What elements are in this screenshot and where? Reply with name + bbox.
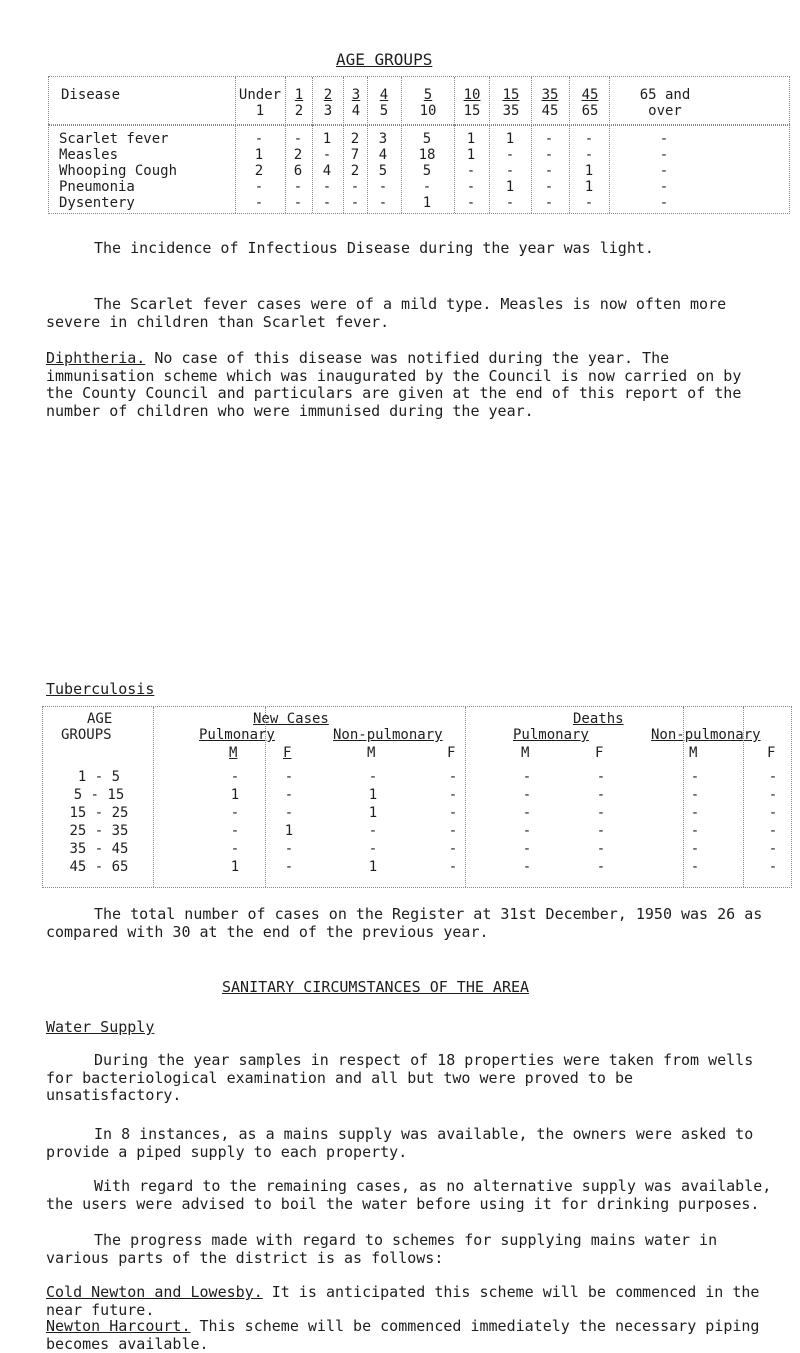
column-divider — [489, 125, 490, 213]
tb-cell: - — [690, 805, 700, 821]
age-range-to: 1 — [255, 103, 265, 119]
age-column-header — [285, 77, 312, 125]
column-divider — [343, 125, 344, 213]
age-range: 45 - 65 — [69, 859, 129, 875]
age-group-cell: - — [505, 195, 515, 211]
tb-cell: - — [768, 769, 778, 785]
diphtheria-paragraph: Diphtheria. No case of this disease was notified during the year. The immunisation scheme which was inaugurated by the Council is now carried on by the County Council and particulars are given at the end of this report of the number of children who were immunised during the year. — [46, 349, 742, 420]
age-group-cell: - — [505, 163, 515, 179]
age-range-from: 2 — [323, 87, 333, 103]
age-range-to: 35 — [502, 103, 520, 119]
age-group-cell: - — [466, 179, 476, 195]
tb-cell: - — [230, 769, 240, 785]
age-range: 1 - 5 — [77, 769, 121, 785]
age-range-from: Under — [238, 87, 282, 103]
age-groups-table-header — [48, 76, 790, 126]
age-group-cell: 5 — [422, 163, 432, 179]
column-divider — [569, 125, 570, 213]
new-pulmonary-header: Pulmonary — [199, 727, 275, 743]
age-group-cell: 5 — [422, 131, 432, 147]
age-group-cell: 1 — [466, 147, 476, 163]
tb-cell: - — [284, 805, 294, 821]
water-paragraph-2: In 8 instances, as a mains supply was available, the owners were asked to provide a piped supply to each property. — [46, 1125, 754, 1161]
age-range-from: 35 — [541, 87, 559, 103]
age-range-from: 1 — [294, 87, 304, 103]
tuberculosis-table — [42, 706, 792, 888]
tb-cell: - — [284, 841, 294, 857]
tb-cell: 1 — [230, 787, 240, 803]
age-range-from: 5 — [423, 87, 433, 103]
age-group-cell: - — [293, 179, 303, 195]
age-column-header — [569, 77, 610, 125]
tb-cell: - — [522, 841, 532, 857]
deaths-non-pulmonary-header: Non-pulmonary — [651, 727, 761, 743]
age-group-cell: 1 — [466, 131, 476, 147]
tb-cell: - — [690, 823, 700, 839]
column-divider — [609, 125, 610, 213]
water-paragraph-4: The progress made with regard to schemes for supplying mains water in various parts of the district is as follows: — [46, 1231, 718, 1267]
age-group-cell: - — [544, 179, 554, 195]
age-range: 5 - 15 — [73, 787, 125, 803]
disease-name: Scarlet fever — [59, 131, 169, 147]
age-range-to: 45 — [541, 103, 559, 119]
age-group-cell: - — [659, 195, 669, 211]
tb-cell: - — [448, 787, 458, 803]
age-group-cell: - — [254, 179, 264, 195]
sex-header: F — [767, 745, 776, 761]
age-range-to: 10 — [419, 103, 437, 119]
age-group-cell: - — [350, 179, 360, 195]
sex-header: F — [283, 745, 292, 761]
age-group-cell: - — [584, 131, 594, 147]
age-group-cell: 1 — [254, 147, 264, 163]
disease-name: Measles — [59, 147, 119, 163]
tb-cell: - — [596, 787, 606, 803]
sex-header: M — [689, 745, 698, 761]
sex-header: F — [595, 745, 604, 761]
column-divider — [312, 125, 313, 213]
water-supply-heading: Water Supply — [46, 1018, 155, 1036]
age-group-cell: - — [544, 195, 554, 211]
age-range-to: 2 — [294, 103, 304, 119]
sex-header: F — [447, 745, 456, 761]
age-group-cell: - — [659, 179, 669, 195]
disease-name: Whooping Cough — [59, 163, 178, 179]
sex-header: M — [229, 745, 238, 761]
age-group-cell: - — [293, 131, 303, 147]
age-range-to: 15 — [463, 103, 481, 119]
age-group-cell: 2 — [350, 163, 360, 179]
age-range-from: 4 — [379, 87, 389, 103]
scarlet-fever-paragraph: The Scarlet fever cases were of a mild type. Measles is now often more severe in children than Scarlet fever. — [46, 295, 727, 331]
age-group-cell: - — [322, 195, 332, 211]
age-group-cell: - — [378, 179, 388, 195]
age-group-cell: - — [659, 131, 669, 147]
column-divider — [285, 125, 286, 213]
age-group-cell: 4 — [322, 163, 332, 179]
deaths-header: Deaths — [573, 711, 624, 727]
tuberculosis-heading: Tuberculosis — [46, 680, 155, 698]
tb-cell: - — [284, 769, 294, 785]
newton-harcourt-heading: Newton Harcourt. — [46, 1317, 191, 1335]
disease-name: Dysentery — [59, 195, 135, 211]
tb-cell: - — [230, 823, 240, 839]
age-group-cell: 6 — [293, 163, 303, 179]
column-divider — [454, 125, 455, 213]
tb-cell: - — [284, 787, 294, 803]
age-group-cell: 5 — [378, 163, 388, 179]
tb-cell: 1 — [230, 859, 240, 875]
disease-name: Pneumonia — [59, 179, 135, 195]
age-range-from: 65 and — [639, 87, 691, 103]
column-divider — [531, 125, 532, 213]
age-group-cell: - — [659, 147, 669, 163]
age-range-to: 5 — [379, 103, 389, 119]
tb-cell: - — [448, 859, 458, 875]
tb-cell: - — [690, 859, 700, 875]
new-non-pulmonary-header: Non-pulmonary — [333, 727, 443, 743]
age-column-header — [609, 77, 720, 125]
age-group-cell: - — [378, 195, 388, 211]
age-range: 15 - 25 — [69, 805, 129, 821]
age-group-cell: - — [505, 147, 515, 163]
tb-cell: - — [596, 823, 606, 839]
age-column-header — [343, 77, 368, 125]
age-column-header — [312, 77, 343, 125]
age-group-cell: - — [544, 131, 554, 147]
age-group-cell: - — [466, 163, 476, 179]
tb-cell: - — [448, 823, 458, 839]
age-group-cell: - — [254, 195, 264, 211]
age-group-cell: 18 — [418, 147, 436, 163]
cold-newton-paragraph: Cold Newton and Lowesby. It is anticipated this scheme will be commenced in the near future. — [46, 1283, 760, 1319]
age-group-cell: 1 — [322, 131, 332, 147]
age-column-header — [401, 77, 454, 125]
age-group-cell: 1 — [505, 131, 515, 147]
age-group-cell: 1 — [584, 163, 594, 179]
column-divider — [401, 125, 402, 213]
age-groups-title: AGE GROUPS — [336, 50, 433, 69]
tb-cell: - — [448, 841, 458, 857]
tb-cell: - — [768, 859, 778, 875]
age-range-from: 3 — [351, 87, 361, 103]
tb-cell: - — [768, 823, 778, 839]
age-group-cell: - — [293, 195, 303, 211]
age-group-cell: 3 — [378, 131, 388, 147]
tb-cell: - — [448, 769, 458, 785]
age-group-cell: - — [422, 179, 432, 195]
age-group-cell: 2 — [254, 163, 264, 179]
age-groups-table-body — [48, 124, 790, 214]
age-group-cell: 7 — [350, 147, 360, 163]
sex-header: M — [521, 745, 530, 761]
age-group-cell: 1 — [422, 195, 432, 211]
age-range-to: 4 — [351, 103, 361, 119]
tb-cell: - — [768, 805, 778, 821]
age-range-from: 45 — [581, 87, 599, 103]
age-group-cell: 2 — [293, 147, 303, 163]
age-column-header — [367, 77, 400, 125]
age-group-cell: - — [544, 147, 554, 163]
column-divider — [743, 707, 744, 887]
tb-cell: - — [596, 859, 606, 875]
tb-cell: - — [690, 841, 700, 857]
age-group-cell: - — [584, 147, 594, 163]
tb-cell: - — [522, 823, 532, 839]
tb-cell: - — [368, 823, 378, 839]
age-column-header — [531, 77, 568, 125]
tb-cell: 1 — [368, 787, 378, 803]
age-range: 35 - 45 — [69, 841, 129, 857]
column-divider — [153, 707, 154, 887]
tb-cell: - — [690, 769, 700, 785]
age-range-to: over — [648, 103, 682, 119]
tb-cell: - — [768, 787, 778, 803]
diphtheria-heading: Diphtheria. — [46, 349, 146, 367]
disease-column-header: Disease — [61, 87, 121, 103]
column-divider — [265, 707, 266, 887]
age-group-cell: 2 — [350, 131, 360, 147]
deaths-pulmonary-header: Pulmonary — [513, 727, 589, 743]
tb-cell: 1 — [284, 823, 294, 839]
column-divider — [465, 707, 466, 887]
newton-harcourt-paragraph: Newton Harcourt. This scheme will be commenced immediately the necessary piping becomes available. — [46, 1317, 760, 1353]
age-column-header — [454, 77, 489, 125]
tb-cell: - — [522, 859, 532, 875]
tb-cell: - — [448, 805, 458, 821]
age-header: AGE — [87, 711, 113, 727]
age-group-cell: - — [544, 163, 554, 179]
incidence-paragraph: The incidence of Infectious Disease during the year was light. — [94, 239, 654, 257]
age-column-header — [489, 77, 532, 125]
column-divider — [683, 707, 684, 887]
age-column-header — [235, 77, 284, 125]
age-group-cell: - — [322, 179, 332, 195]
tb-cell: - — [368, 769, 378, 785]
age-group-cell: 1 — [505, 179, 515, 195]
tb-cell: - — [596, 805, 606, 821]
tb-cell: 1 — [368, 805, 378, 821]
water-paragraph-3: With regard to the remaining cases, as no alternative supply was available, the users were advised to boil the water before using it for drinking purposes. — [46, 1177, 772, 1213]
age-range-from: 15 — [502, 87, 520, 103]
tb-cell: - — [522, 787, 532, 803]
age-group-cell: 4 — [378, 147, 388, 163]
age-range: 25 - 35 — [69, 823, 129, 839]
new-cases-header: New Cases — [253, 711, 329, 727]
tb-cell: - — [284, 859, 294, 875]
tb-cell: - — [690, 787, 700, 803]
age-group-cell: - — [322, 147, 332, 163]
cold-newton-heading: Cold Newton and Lowesby. — [46, 1283, 263, 1301]
tb-cell: - — [596, 769, 606, 785]
tb-cell: 1 — [368, 859, 378, 875]
groups-header: GROUPS — [61, 727, 112, 743]
total-cases-paragraph: The total number of cases on the Register at 31st December, 1950 was 26 as compared with 30 at the end of the previous year. — [46, 905, 763, 941]
tb-cell: - — [768, 841, 778, 857]
tb-cell: - — [230, 805, 240, 821]
column-divider — [235, 125, 236, 213]
tb-cell: - — [522, 805, 532, 821]
tb-cell: - — [596, 841, 606, 857]
tb-cell: - — [368, 841, 378, 857]
age-group-cell: 1 — [584, 179, 594, 195]
age-group-cell: - — [350, 195, 360, 211]
age-group-cell: - — [584, 195, 594, 211]
age-group-cell: - — [466, 195, 476, 211]
age-group-cell: - — [254, 131, 264, 147]
tb-cell: - — [522, 769, 532, 785]
age-range-from: 10 — [463, 87, 481, 103]
sanitary-heading: SANITARY CIRCUMSTANCES OF THE AREA — [222, 978, 530, 996]
age-range-to: 3 — [323, 103, 333, 119]
age-group-cell: - — [659, 163, 669, 179]
age-range-to: 65 — [581, 103, 599, 119]
sex-header: M — [367, 745, 376, 761]
column-divider — [367, 125, 368, 213]
tb-cell: - — [230, 841, 240, 857]
water-paragraph-1: During the year samples in respect of 18 properties were taken from wells for bacteriological examination and all but two were proved to be unsatisfactory. — [46, 1051, 754, 1104]
